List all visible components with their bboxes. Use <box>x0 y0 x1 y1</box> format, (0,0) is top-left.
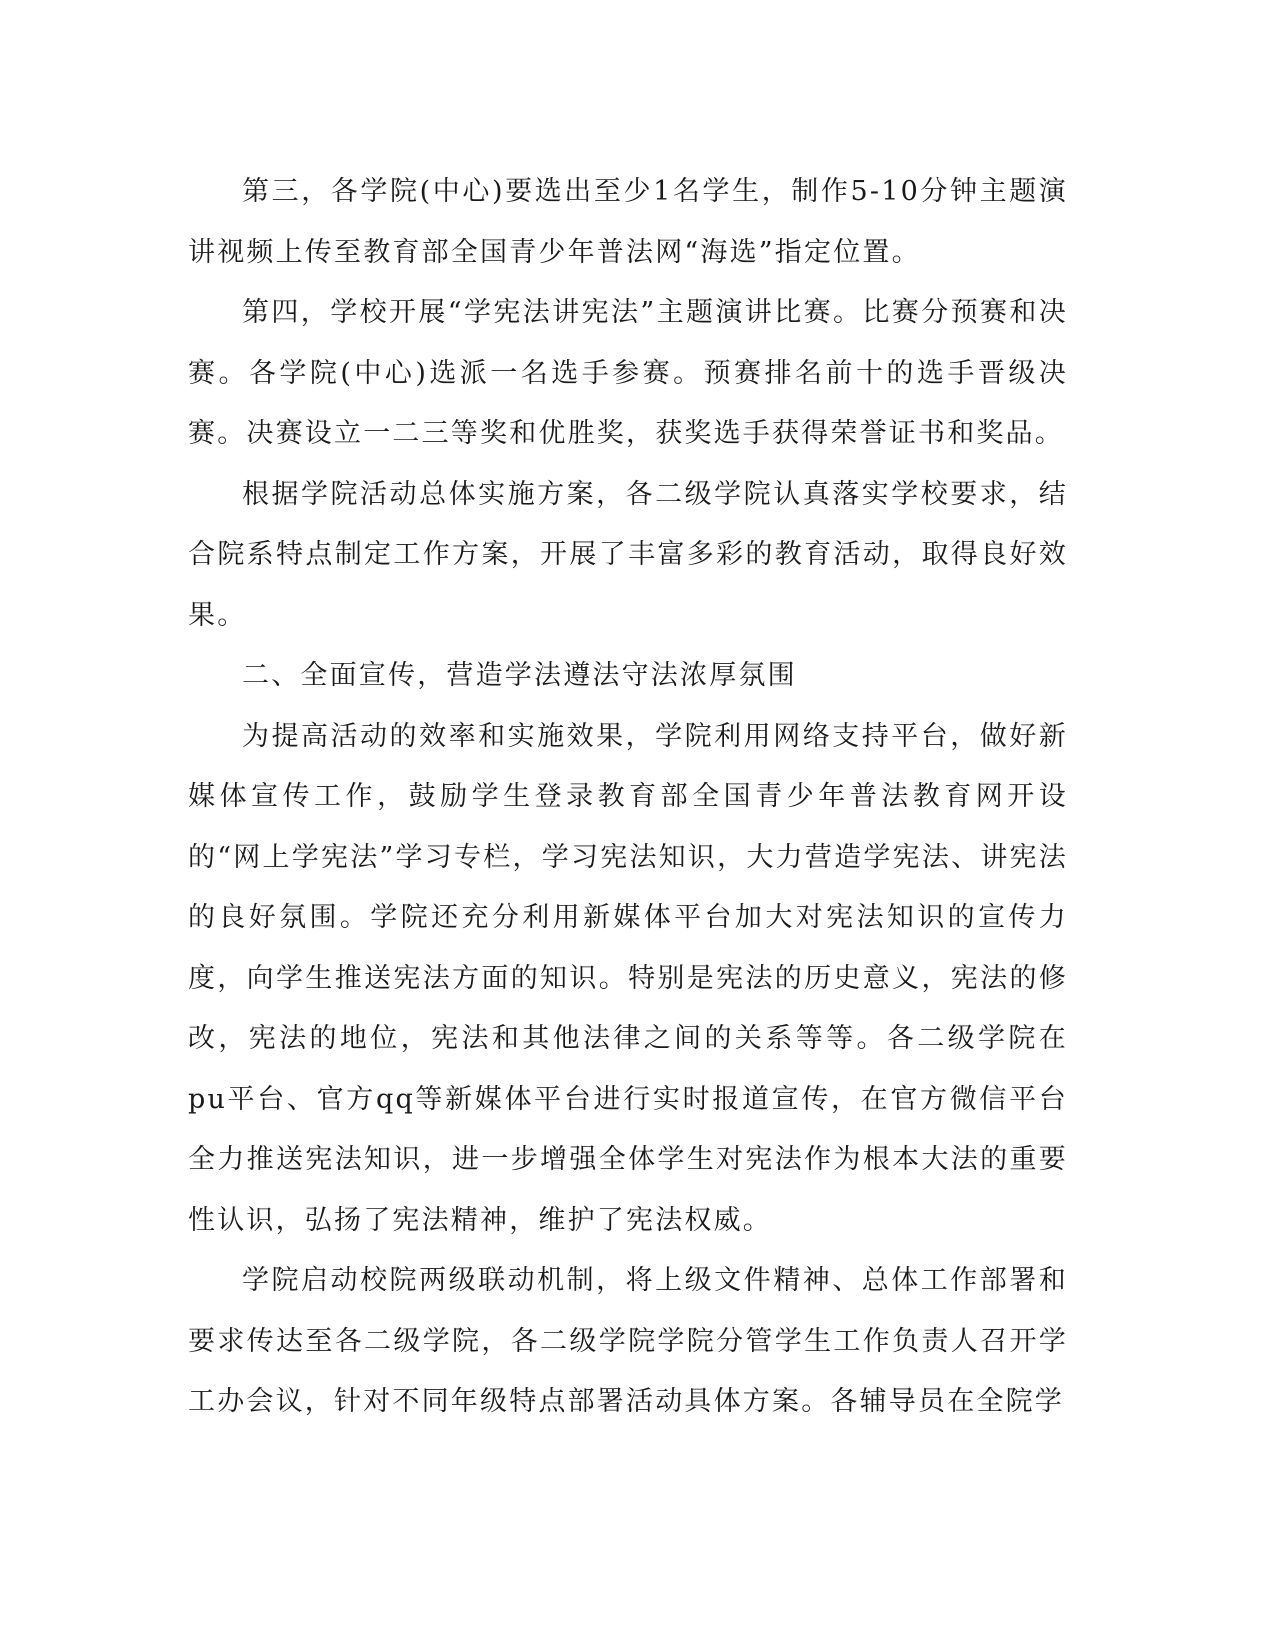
paragraph-publicity-efforts: 为提高活动的效率和实施效果，学院利用网络支持平台，做好新媒体宣传工作，鼓励学生登录教育部全国青少年普法教育网开设的“网上学宪法”学习专栏，学习宪法知识，大力营造学宪法、讲宪法的良好氛围。学院还充分利用新媒体平台加大对宪法知识的宣传力度，向学生推送宪法方面的知识。特别是宪法的历史意义，宪法的修改，宪法的地位，宪法和其他法律之间的关系等等。各二级学院在pu平台、官方qq等新媒体平台进行实时报道宣传，在官方微信平台全力推送宪法知识，进一步增强全体学生对宪法作为根本大法的重要性认识，弘扬了宪法精神，维护了宪法权威。 <box>188 720 1068 1236</box>
section-heading-publicity: 二、全面宣传，营造学法遵法守法浓厚氛围 <box>242 660 797 691</box>
document-body <box>188 162 1068 1433</box>
paragraph-fourth-requirement: 第四，学校开展“学宪法讲宪法”主题演讲比赛。比赛分预赛和决赛。各学院(中心)选派一名选手参赛。预赛排名前十的选手晋级决赛。决赛设立一二三等奖和优胜奖，获奖选手获得荣誉证书和奖品。 <box>188 297 1068 449</box>
paragraph-linkage-mechanism: 学院启动校院两级联动机制，将上级文件精神、总体工作部署和要求传达至各二级学院，各二级学院学院分管学生工作负责人召开学工办会议，针对不同年级特点部署活动具体方案。各辅导员在全院学 <box>188 1265 1068 1417</box>
paragraph-implementation: 根据学院活动总体实施方案，各二级学院认真落实学校要求，结合院系特点制定工作方案，开展了丰富多彩的教育活动，取得良好效果。 <box>188 478 1068 631</box>
paragraph-third-requirement: 第三，各学院(中心)要选出至少1名学生，制作5-10分钟主题演讲视频上传至教育部全国青少年普法网“海选”指定位置。 <box>188 176 1068 268</box>
